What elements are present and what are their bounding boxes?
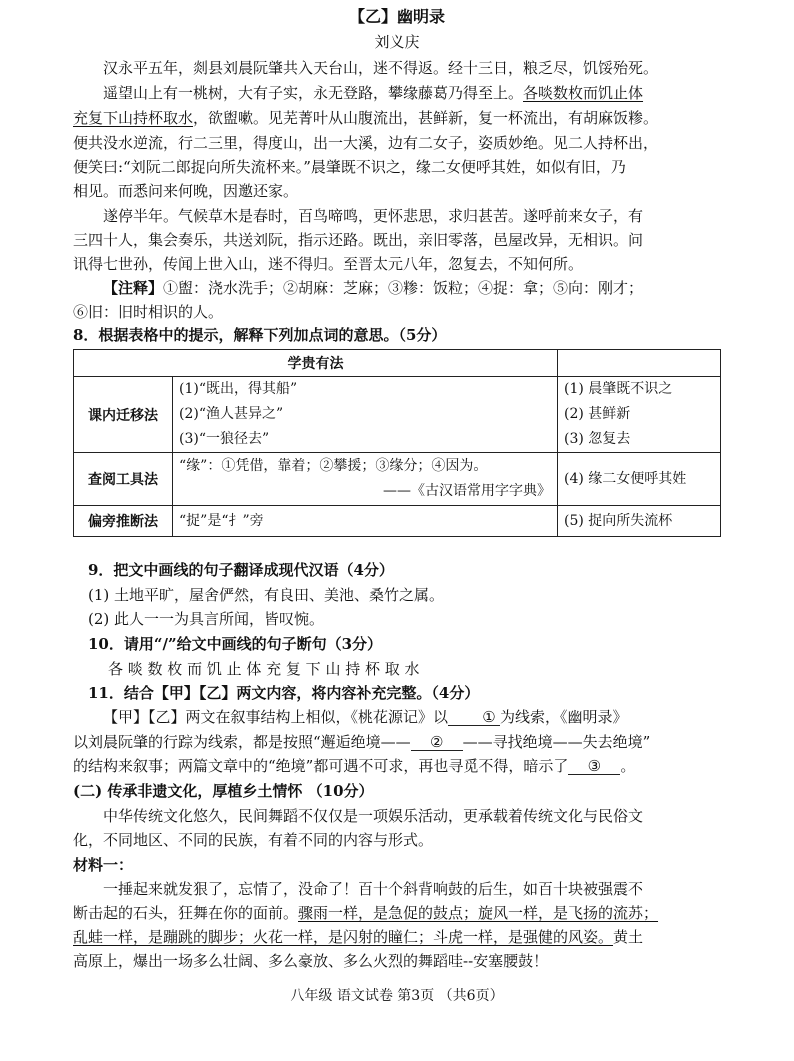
q9-item: (1) 土地平旷，屋舍俨然，有良田、美池、桑竹之属。 xyxy=(88,587,445,604)
underlined-sentence: 各啖数枚而饥止体 xyxy=(523,85,644,102)
answer-blank[interactable]: ① xyxy=(448,709,500,726)
material-line: 乱蛙一样，是蹦跳的脚步；火花一样，是闪射的瞳仁；斗虎一样，是强健的风姿。黄土 xyxy=(73,929,644,946)
method-label: 课内迁移法 xyxy=(74,377,173,453)
passage-line: 遂停半年。气候草木是春时，百鸟啼鸣，更怀悲思，求归甚苦。遂呼前来女子，有 xyxy=(103,208,644,225)
underlined-sentence: 充复下山持杯取水 xyxy=(73,110,194,127)
material-line: 高原上，爆出一场多么壮阔、多么豪放、多么火烈的舞蹈哇--安塞腰鼓！ xyxy=(73,953,549,970)
question-11: 11．结合【甲】【乙】两文内容，将内容补充完整。（4分） xyxy=(88,685,480,702)
passage-line: 遥望山上有一桃树，大有子实，永无登路，攀缘藤葛乃得至上。各啖数枚而饥止体 xyxy=(103,85,644,102)
table-row: 偏旁推断法 “捉”是“扌”旁 (5) 捉向所失流杯 xyxy=(74,506,721,537)
table-row: 课内迁移法 (1)“既出，得其船” (2)“渔人甚异之” (3)“一狼径去” (1) 晨肇既不识之 (2) 甚鲜新 (3) 忽复去 xyxy=(74,377,721,453)
intro-line: 化，不同地区、不同的民族，有着不同的内容与形式。 xyxy=(73,832,434,849)
table-row: 查阅工具法 “缘”：①凭借，靠着；②攀援；③缘分；④因为。 ——《古汉语常用字字典》 (4) 缘二女便呼其姓 xyxy=(74,453,721,506)
page-footer: 八年级 语文试卷 第3页 （共6页） xyxy=(290,988,504,1004)
method-table xyxy=(73,349,721,537)
question-10: 10．请用“/”给文中画线的句子断句（3分） xyxy=(88,636,383,653)
material-line: 断击起的石头，狂舞在你的面前。骤雨一样，是急促的鼓点；旋风一样，是飞扬的流苏； xyxy=(73,905,659,922)
section-title: 【乙】幽明录 xyxy=(348,8,445,25)
q11-line: 的结构来叙事；两篇文章中的“绝境”都可遇不可求，再也寻觅不得，暗示了 ③ 。 xyxy=(73,758,636,775)
question-9: 9．把文中画线的句子翻译成现代汉语（4分） xyxy=(88,562,394,579)
q11-line: 【甲】【乙】两文在叙事结构上相似，《桃花源记》以 ① 为线索，《幽明录》 xyxy=(103,709,628,726)
passage-line: 充复下山持杯取水，欲盥嗽。见芜菁叶从山腹流出，甚鲜新，复一杯流出，有胡麻饭糁。 xyxy=(73,110,659,127)
underlined-sentence: 骤雨一样，是急促的鼓点；旋风一样，是飞扬的流苏； xyxy=(298,905,659,922)
intro-line: 中华传统文化悠久，民间舞蹈不仅仅是一项娱乐活动，更承载着传统文化与民俗文 xyxy=(103,808,644,825)
table-header: 学贵有法 xyxy=(74,350,558,377)
underlined-sentence: 乱蛙一样，是蹦跳的脚步；火花一样，是闪射的瞳仁；斗虎一样，是强健的风姿。 xyxy=(73,929,614,946)
passage-line: 相见。而悉问来何晚，因邀还家。 xyxy=(73,183,299,200)
method-label: 查阅工具法 xyxy=(74,453,173,506)
q9-item: (2) 此人一一为具言所闻，皆叹惋。 xyxy=(88,611,325,628)
material-line: 一捶起来就发狠了，忘情了，没命了！百十个斜背响鼓的后生，如百十块被强震不 xyxy=(103,881,644,898)
passage-line: 便共没水逆流，行二三里，得度山，出一大溪，边有二女子，姿质妙绝。见二人持杯出， xyxy=(73,135,659,152)
answer-blank[interactable]: ③ xyxy=(568,758,620,775)
author: 刘义庆 xyxy=(374,34,420,51)
method-label: 偏旁推断法 xyxy=(74,506,173,537)
part-2-heading: (二) 传承非遗文化，厚植乡土情怀 （10分） xyxy=(73,783,374,800)
passage-line: 汉永平五年，剡县刘晨阮肇共入天台山，迷不得返。经十三日，粮乏尽，饥馁殆死。 xyxy=(103,60,659,77)
passage-line: 便笑曰:“刘阮二郎捉向所失流杯来。”晨肇既不识之，缘二女便呼其姓，如似有旧，乃 xyxy=(73,159,626,176)
passage-line: 讯得七世孙，传闻上世入山，迷不得归。至晋太元八年，忽复去，不知何所。 xyxy=(73,256,584,273)
q11-line: 以刘晨阮肇的行踪为线索，都是按照“邂逅绝境—— ② ——寻找绝境——失去绝境” xyxy=(73,734,651,751)
material-label: 材料一： xyxy=(73,857,134,874)
notes: 【注释】①盥：浇水洗手；②胡麻：芝麻；③糁：饭粒；④捉：拿；⑤向：刚才； xyxy=(103,280,644,297)
question-8: 8．根据表格中的提示，解释下列加点词的意思。（5分） xyxy=(73,327,447,344)
q10-sentence: 各 啖 数 枚 而 饥 止 体 充 复 下 山 持 杯 取 水 xyxy=(108,661,420,678)
notes: ⑥旧：旧时相识的人。 xyxy=(73,304,224,321)
passage-line: 三四十人，集会奏乐，共送刘阮，指示还路。既出，亲旧零落，邑屋改异，无相识。问 xyxy=(73,232,644,249)
answer-blank[interactable]: ② xyxy=(411,734,463,751)
